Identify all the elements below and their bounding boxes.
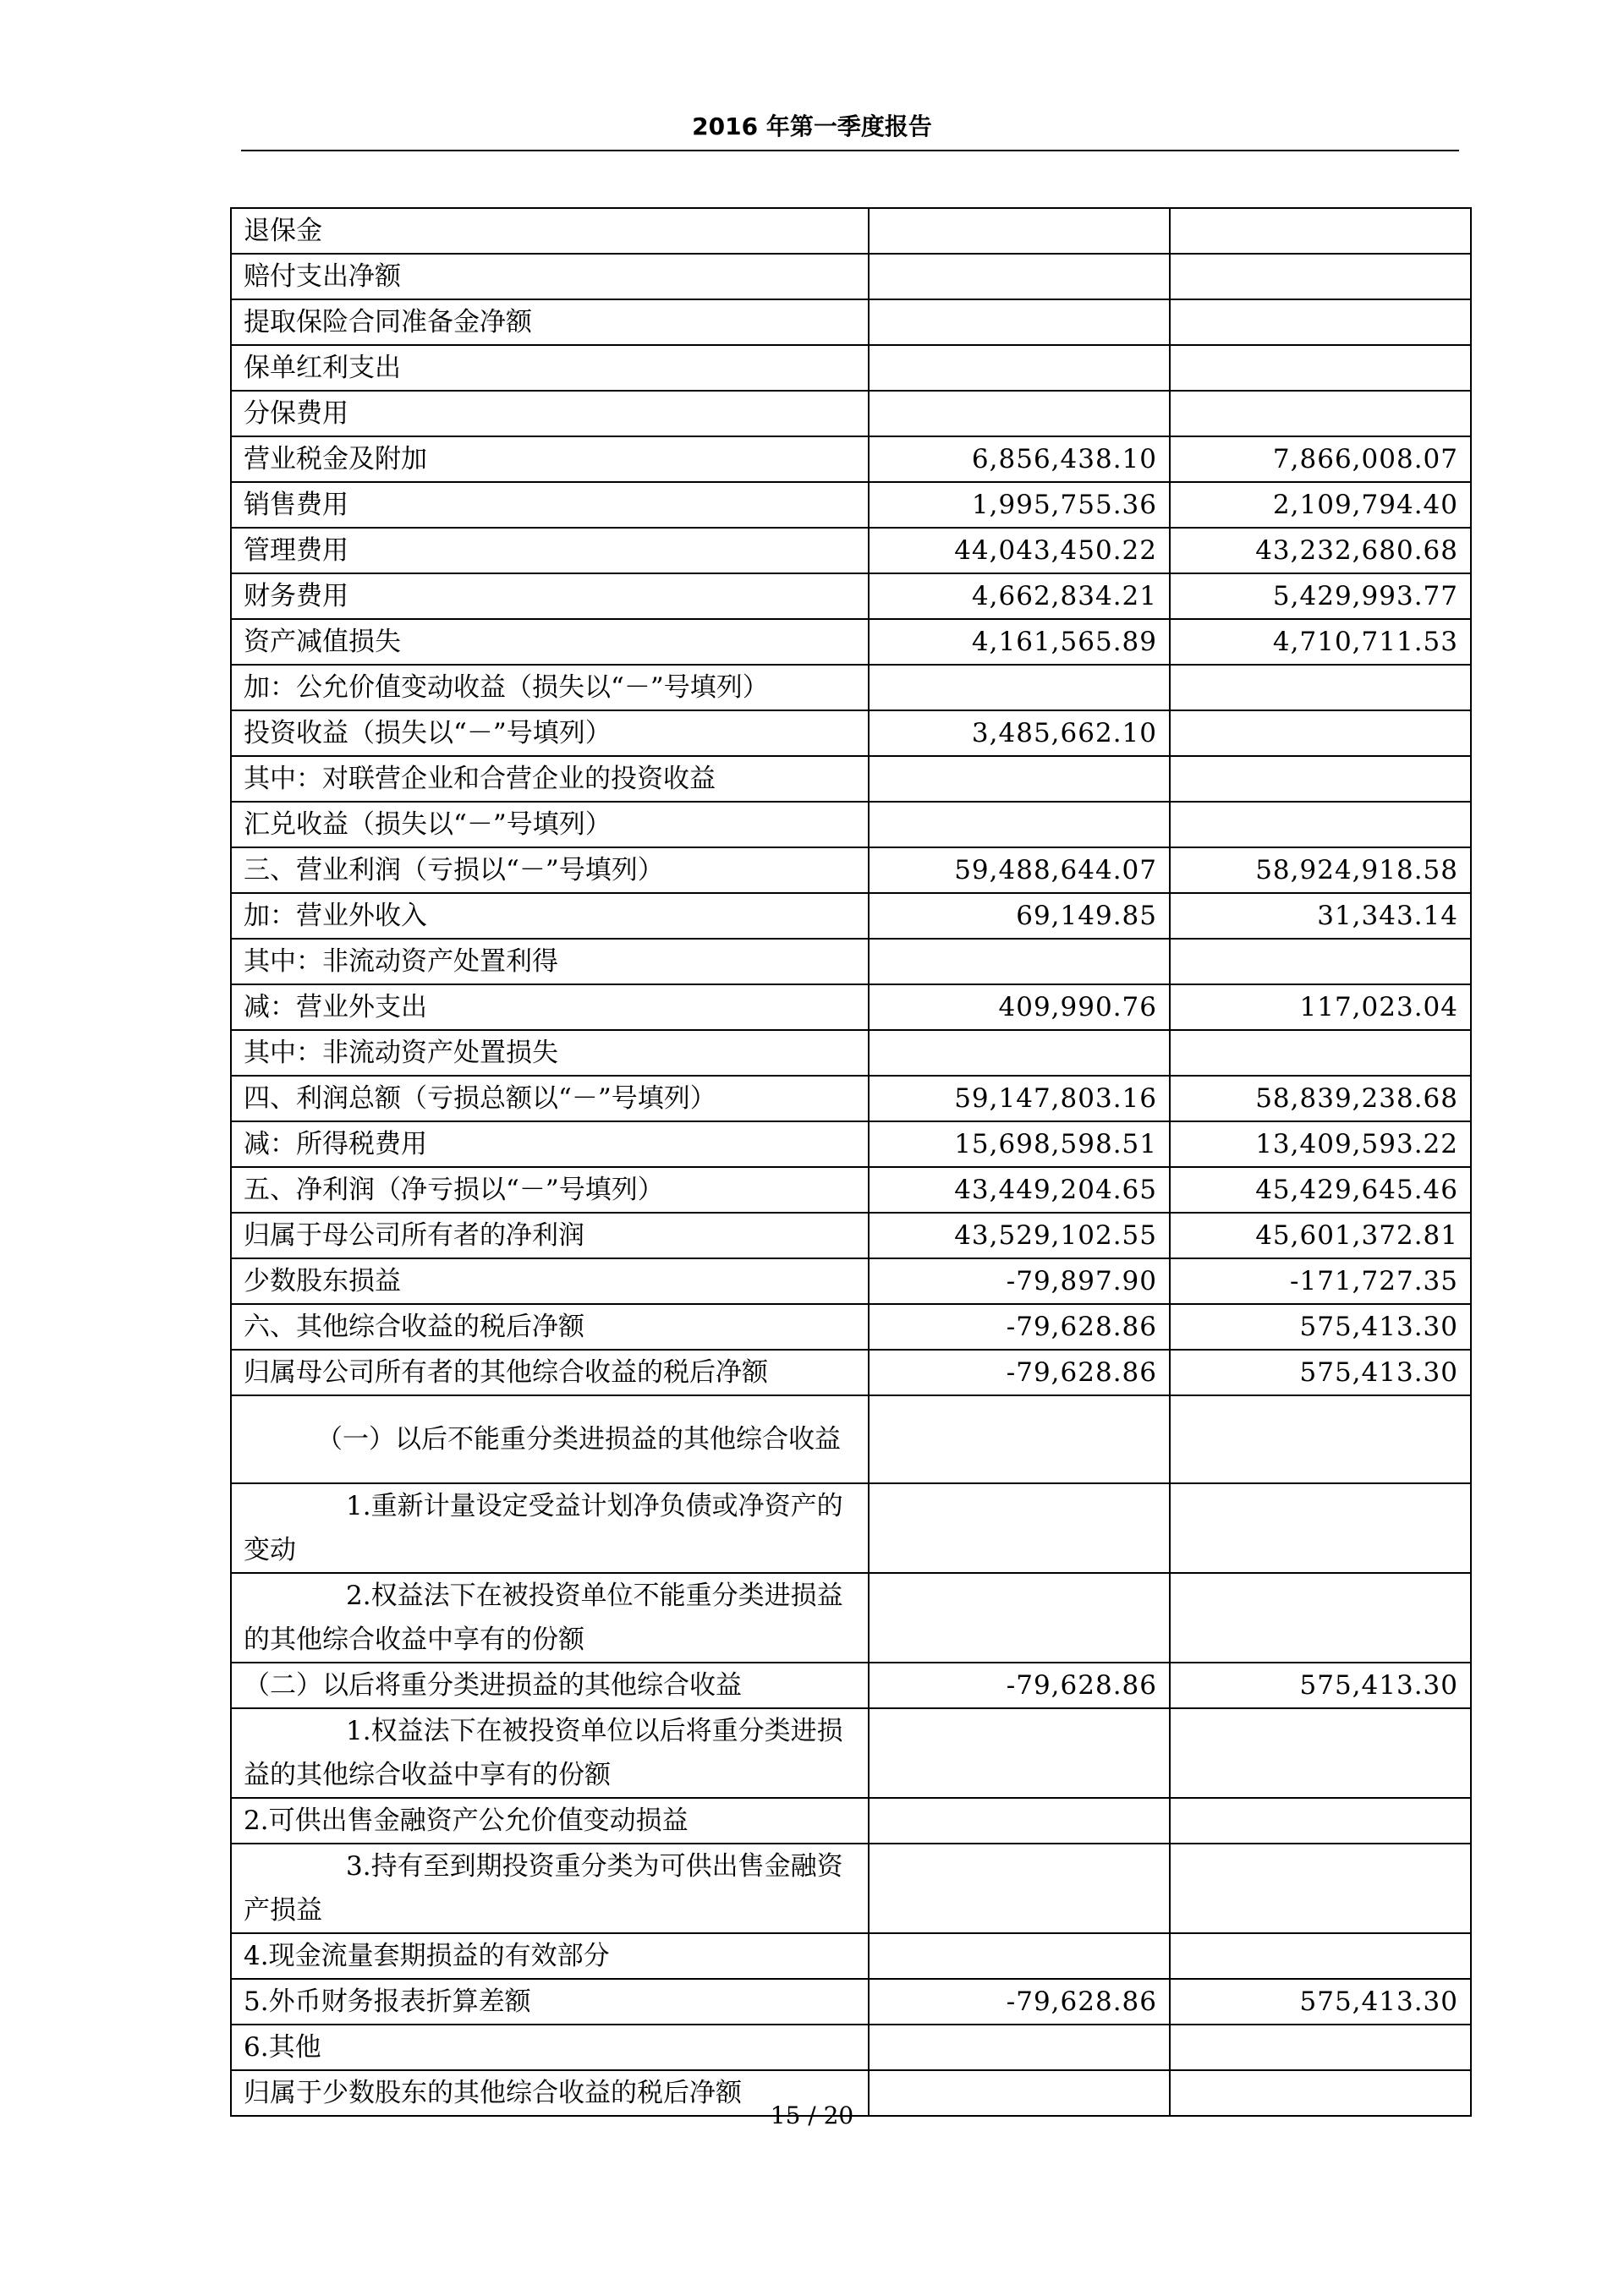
row-label: 1.重新计量设定受益计划净负债或净资产的变动 [231,1483,869,1573]
current-period-value [869,391,1170,436]
previous-period-value [1170,299,1471,345]
previous-period-value: 58,839,238.68 [1170,1076,1471,1121]
previous-period-value [1170,756,1471,802]
table-row [231,1483,1471,1573]
previous-period-value: 575,413.30 [1170,1304,1471,1350]
current-period-value [869,1933,1170,1979]
current-period-value [869,1395,1170,1483]
table-row [231,1708,1471,1798]
row-label: 2.可供出售金融资产公允价值变动损益 [231,1798,869,1844]
table-row [231,1979,1471,2025]
current-period-value: 43,449,204.65 [869,1167,1170,1213]
previous-period-value [1170,939,1471,984]
previous-period-value [1170,1030,1471,1076]
previous-period-value [1170,665,1471,710]
current-period-value: 6,856,438.10 [869,436,1170,482]
previous-period-value: 5,429,993.77 [1170,573,1471,619]
current-period-value [869,299,1170,345]
row-label: 分保费用 [231,391,869,436]
previous-period-value: 45,429,645.46 [1170,1167,1471,1213]
row-label: 加：营业外收入 [231,893,869,939]
table-row [231,299,1471,345]
row-label: 3.持有至到期投资重分类为可供出售金融资产损益 [231,1844,869,1933]
row-label: 其中：非流动资产处置损失 [231,1030,869,1076]
table-row [231,208,1471,254]
previous-period-value: 58,924,918.58 [1170,847,1471,893]
current-period-value [869,345,1170,391]
row-label: 退保金 [231,208,869,254]
previous-period-value [1170,1573,1471,1663]
current-period-value [869,939,1170,984]
previous-period-value [1170,1708,1471,1798]
current-period-value [869,802,1170,847]
table-row [231,1933,1471,1979]
table-row [231,1663,1471,1708]
row-label: 保单红利支出 [231,345,869,391]
current-period-value: -79,628.86 [869,1350,1170,1395]
table-row [231,1076,1471,1121]
previous-period-value [1170,1844,1471,1933]
table-row [231,254,1471,299]
table-row [231,1573,1471,1663]
table-row [231,665,1471,710]
table-row [231,345,1471,391]
row-label: 归属于少数股东的其他综合收益的税后净额 [231,2070,869,2116]
current-period-value: 4,161,565.89 [869,619,1170,665]
table-row [231,619,1471,665]
current-period-value [869,1573,1170,1663]
previous-period-value [1170,802,1471,847]
previous-period-value: 4,710,711.53 [1170,619,1471,665]
income-statement-table [230,207,1472,2117]
header-divider [241,150,1459,151]
previous-period-value [1170,1395,1471,1483]
previous-period-value [1170,1483,1471,1573]
current-period-value [869,1844,1170,1933]
table-row [231,528,1471,573]
row-label: 销售费用 [231,482,869,528]
current-period-value: 69,149.85 [869,893,1170,939]
row-label: 5.外币财务报表折算差额 [231,1979,869,2025]
row-label: 少数股东损益 [231,1258,869,1304]
table-row [231,847,1471,893]
row-label: 六、其他综合收益的税后净额 [231,1304,869,1350]
row-label: 减：所得税费用 [231,1121,869,1167]
table-row [231,1844,1471,1933]
row-label: 管理费用 [231,528,869,573]
previous-period-value [1170,710,1471,756]
table-body [231,208,1471,2116]
row-label: 归属母公司所有者的其他综合收益的税后净额 [231,1350,869,1395]
current-period-value: -79,897.90 [869,1258,1170,1304]
previous-period-value: 117,023.04 [1170,984,1471,1030]
row-label: 投资收益（损失以“－”号填列） [231,710,869,756]
table-row [231,573,1471,619]
table-row [231,1167,1471,1213]
previous-period-value: 45,601,372.81 [1170,1213,1471,1258]
table-row [231,756,1471,802]
previous-period-value [1170,2025,1471,2070]
previous-period-value: 2,109,794.40 [1170,482,1471,528]
current-period-value: -79,628.86 [869,1979,1170,2025]
page-header-title: 2016 年第一季度报告 [692,112,932,140]
current-period-value: 4,662,834.21 [869,573,1170,619]
row-label: 其中：非流动资产处置利得 [231,939,869,984]
current-period-value [869,2025,1170,2070]
row-label: （二）以后将重分类进损益的其他综合收益 [231,1663,869,1708]
previous-period-value: 13,409,593.22 [1170,1121,1471,1167]
table-row [231,1350,1471,1395]
previous-period-value: 7,866,008.07 [1170,436,1471,482]
row-label: 加：公允价值变动收益（损失以“－”号填列） [231,665,869,710]
previous-period-value [1170,1798,1471,1844]
table-row [231,1798,1471,1844]
current-period-value: -79,628.86 [869,1304,1170,1350]
row-label: 四、利润总额（亏损总额以“－”号填列） [231,1076,869,1121]
current-period-value [869,1483,1170,1573]
previous-period-value: -171,727.35 [1170,1258,1471,1304]
table-row [231,1030,1471,1076]
current-period-value [869,665,1170,710]
current-period-value: 59,147,803.16 [869,1076,1170,1121]
current-period-value: -79,628.86 [869,1663,1170,1708]
previous-period-value [1170,391,1471,436]
current-period-value [869,254,1170,299]
row-label: 其中：对联营企业和合营企业的投资收益 [231,756,869,802]
row-label: 五、净利润（净亏损以“－”号填列） [231,1167,869,1213]
previous-period-value [1170,254,1471,299]
row-label: 减：营业外支出 [231,984,869,1030]
table-row [231,436,1471,482]
previous-period-value: 31,343.14 [1170,893,1471,939]
row-label: 资产减值损失 [231,619,869,665]
table-row [231,1213,1471,1258]
current-period-value [869,1708,1170,1798]
previous-period-value [1170,345,1471,391]
row-label: 赔付支出净额 [231,254,869,299]
previous-period-value: 575,413.30 [1170,1350,1471,1395]
current-period-value: 1,995,755.36 [869,482,1170,528]
table-row [231,1258,1471,1304]
row-label: 2.权益法下在被投资单位不能重分类进损益的其他综合收益中享有的份额 [231,1573,869,1663]
table-row [231,802,1471,847]
current-period-value: 15,698,598.51 [869,1121,1170,1167]
current-period-value: 59,488,644.07 [869,847,1170,893]
current-period-value: 3,485,662.10 [869,710,1170,756]
current-period-value: 44,043,450.22 [869,528,1170,573]
table-row [231,2025,1471,2070]
table-row [231,1395,1471,1483]
row-label: （一）以后不能重分类进损益的其他综合收益 [231,1395,869,1483]
table-row [231,1304,1471,1350]
row-label: 营业税金及附加 [231,436,869,482]
previous-period-value: 43,232,680.68 [1170,528,1471,573]
previous-period-value [1170,208,1471,254]
current-period-value [869,1030,1170,1076]
row-label: 三、营业利润（亏损以“－”号填列） [231,847,869,893]
table-row [231,1121,1471,1167]
current-period-value: 43,529,102.55 [869,1213,1170,1258]
current-period-value [869,208,1170,254]
table-row [231,939,1471,984]
row-label: 4.现金流量套期损益的有效部分 [231,1933,869,1979]
row-label: 汇兑收益（损失以“－”号填列） [231,802,869,847]
table-row [231,893,1471,939]
previous-period-value: 575,413.30 [1170,1663,1471,1708]
current-period-value: 409,990.76 [869,984,1170,1030]
table-row [231,984,1471,1030]
row-label: 归属于母公司所有者的净利润 [231,1213,869,1258]
table-row [231,482,1471,528]
current-period-value [869,1798,1170,1844]
row-label: 1.权益法下在被投资单位以后将重分类进损益的其他综合收益中享有的份额 [231,1708,869,1798]
current-period-value [869,756,1170,802]
previous-period-value: 575,413.30 [1170,1979,1471,2025]
table-row [231,710,1471,756]
page-number: 15 / 20 [770,2101,854,2129]
row-label: 6.其他 [231,2025,869,2070]
previous-period-value [1170,1933,1471,1979]
row-label: 提取保险合同准备金净额 [231,299,869,345]
table-row [231,391,1471,436]
row-label: 财务费用 [231,573,869,619]
